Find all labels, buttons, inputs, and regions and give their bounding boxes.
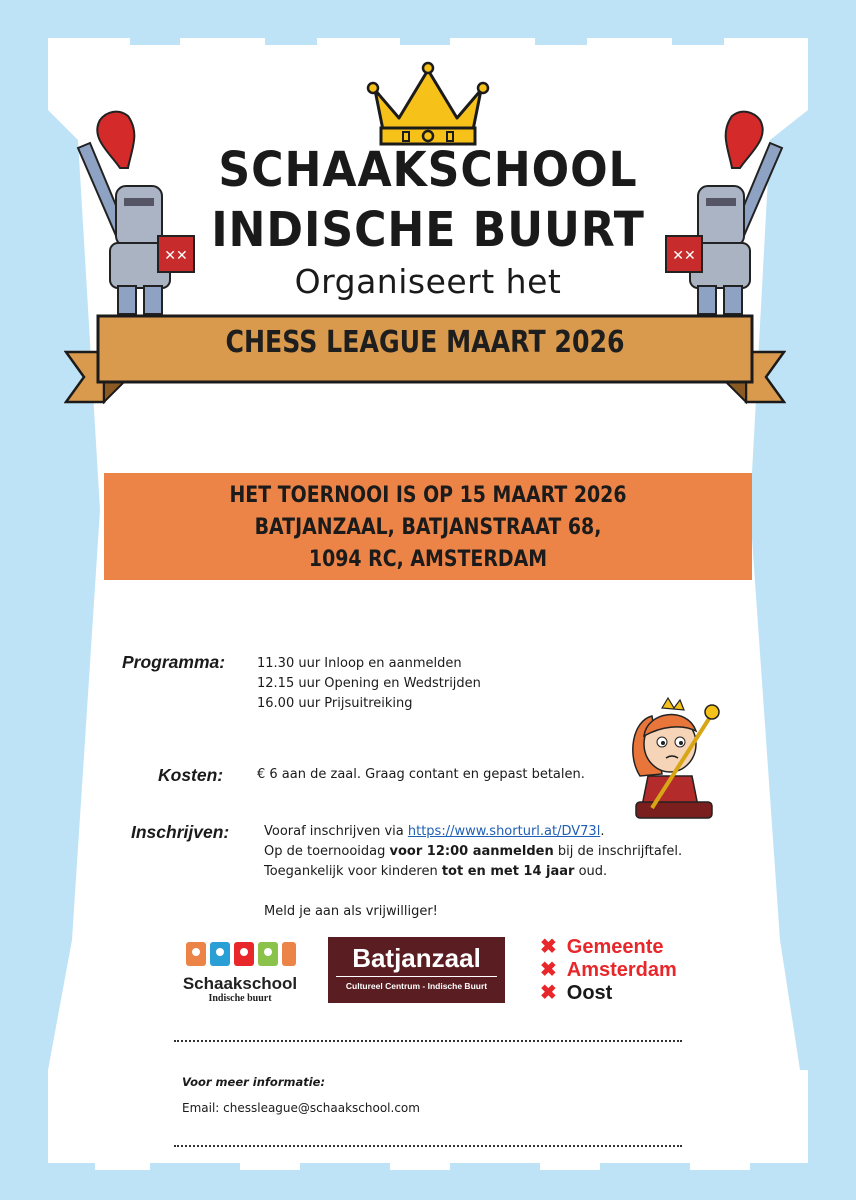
programma-list (257, 654, 481, 714)
programma-item: 16.00 uur Prijsuitreiking (257, 696, 413, 711)
volunteer-text: Meld je aan als vrijwilliger! (264, 904, 438, 919)
programma-label: Programma: (122, 652, 226, 672)
batjanzaal-logo-title: Batjanzaal (352, 943, 481, 973)
inschrijven-line1: Vooraf inschrijven via https://www.shorturl.at/DV73l. (264, 824, 605, 839)
divider-top (174, 1040, 682, 1042)
kosten-label: Kosten: (158, 765, 224, 785)
crown-icon (365, 60, 491, 150)
batjanzaal-logo (328, 937, 505, 1003)
registration-link[interactable]: https://www.shorturl.at/DV73l (407, 824, 601, 839)
inschrijven-label: Inschrijven: (131, 822, 230, 842)
schaakschool-logo-title: Schaakschool (182, 974, 298, 993)
programma-item: 12.15 uur Opening en Wedstrijden (257, 676, 481, 691)
footer-label: Voor meer informatie: (182, 1075, 326, 1089)
schaakschool-logo-subtitle: Indische buurt (208, 993, 272, 1004)
svg-text:✕✕: ✕✕ (672, 248, 696, 264)
svg-text:✕✕: ✕✕ (164, 248, 188, 264)
organiseert-text: Organiseert het (294, 262, 562, 301)
programma-item: 11.30 uur Inloop en aanmelden (257, 656, 462, 671)
kosten-text: € 6 aan de zaal. Graag contant en gepast betalen. (257, 767, 585, 782)
event-venue: BATJANZAAL, BATJANSTRAAT 68, (254, 515, 602, 540)
school-name-line1: SCHAAKSCHOOL (218, 142, 638, 198)
cross-icon: ✖ (540, 959, 557, 981)
inschrijven-details (264, 822, 682, 922)
footer-email[interactable]: Email: chessleague@schaakschool.com (182, 1101, 420, 1115)
inschrijven-line3: Toegankelijk voor kinderen tot en met 14 jaar oud. (264, 864, 608, 879)
chess-pieces-icon (180, 940, 300, 968)
inschrijven-line2: Op de toernooidag voor 12:00 aanmelden bij de inschrijftafel. (264, 844, 683, 859)
schaakschool-logo (180, 940, 300, 1002)
event-city: 1094 RC, AMSTERDAM (308, 547, 548, 572)
event-date: HET TOERNOOI IS OP 15 MAART 2026 (229, 483, 627, 508)
gemeente-amsterdam-logo: ✖ Gemeente ✖ Amsterdam ✖ Oost (540, 936, 677, 1004)
cross-icon: ✖ (540, 936, 557, 958)
cross-icon: ✖ (540, 982, 557, 1004)
divider-bottom (174, 1145, 682, 1147)
batjanzaal-logo-subtitle: Cultureel Centrum - Indische Buurt (345, 981, 488, 991)
queen-character-icon (622, 696, 728, 820)
league-title: CHESS LEAGUE MAART 2026 (225, 325, 625, 360)
school-name-line2: INDISCHE BUURT (211, 202, 645, 258)
